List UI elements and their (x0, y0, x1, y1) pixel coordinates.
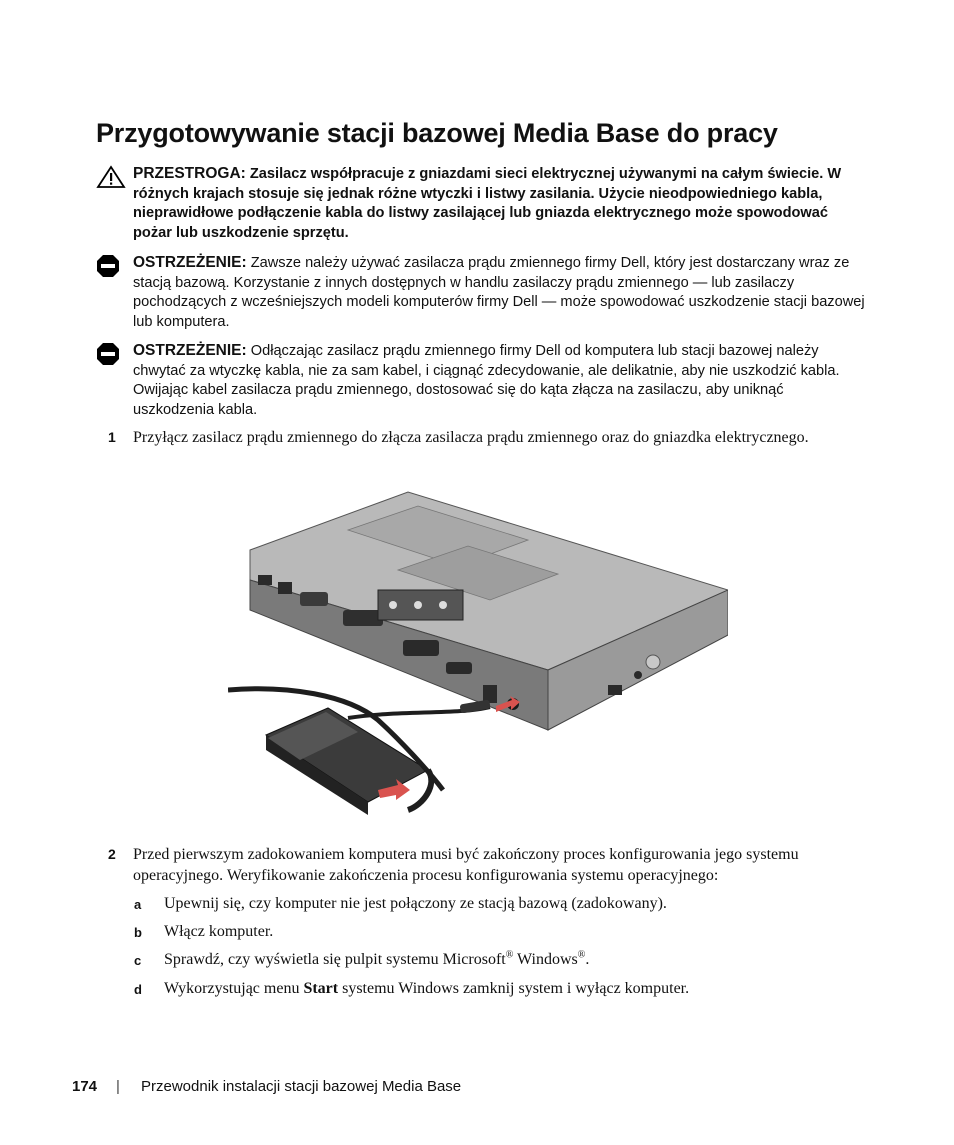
notice-stop-icon (96, 342, 120, 371)
substep-d (134, 978, 864, 999)
registered-mark: ® (505, 949, 514, 961)
substep-letter: c (134, 953, 142, 968)
substep-text-part: Wykorzystując menu (164, 980, 304, 997)
substep-letter: a (134, 897, 142, 912)
caution-notice (96, 164, 866, 243)
substep-text (164, 949, 864, 970)
substep-letter: b (134, 925, 142, 940)
page-number: 174 (72, 1078, 98, 1095)
step-number: 1 (108, 429, 116, 445)
substep-text-part: . (585, 951, 590, 968)
warning-triangle-icon (96, 165, 126, 194)
substep-text: Włącz komputer. (164, 923, 274, 940)
footer-separator: | (116, 1078, 120, 1095)
caution-label: PRZESTROGA: (133, 165, 246, 182)
substep-text-part: systemu Windows zamknij system i wyłącz komputer. (338, 980, 690, 997)
step-number: 2 (108, 846, 116, 862)
page-footer (72, 1078, 462, 1095)
notice-1-text: Zawsze należy używać zasilacza prądu zmiennego firmy Dell, który jest dostarczany wraz ze stacją bazową. Korzystanie z innych dostępnych w handlu zasilaczy prądu zmiennego — lub zasilaczy pochodzących z wcześniejszych modeli komputerów firmy Dell — może spowodować uszkodzenie stacji bazowej lub komputera. (133, 255, 865, 330)
substep-a (134, 893, 864, 914)
substep-text: Upewnij się, czy komputer nie jest połączony ze stacją bazową (zadokowany). (164, 895, 667, 912)
page-title: Przygotowywanie stacji bazowej Media Base do pracy (96, 118, 778, 148)
footer-title: Przewodnik instalacji stacji bazowej Media Base (141, 1078, 462, 1095)
step-text: Przyłącz zasilacz prądu zmiennego do złącza zasilacza prądu zmiennego oraz do gniazdka elektrycznego. (133, 429, 809, 446)
notice-1-label: OSTRZEŻENIE: (133, 254, 247, 271)
substep-text-part: Sprawdź, czy wyświetla się pulpit systemu Microsoft (164, 951, 506, 968)
caution-text: Zasilacz współpracuje z gniazdami sieci elektrycznej używanymi na całym świecie. W różnych krajach stosuje się jednak różne wtyczki i listwy zasilania. Użycie nieodpowiedniego kabla, nieprawidłowe podłączenie kabla do listwy zasilającej lub gniazda elektrycznego może spowodować pożar lub uszkodzenie sprzętu. (133, 166, 842, 241)
notice-2-label: OSTRZEŻENIE: (133, 342, 247, 359)
notice-2-text: Odłączając zasilacz prądu zmiennego firmy Dell od komputera lub stacji bazowej należy chwytać za wtyczkę kabla, nie za sam kabel, i ciągnąć zdecydowanie, ale delikatnie, aby nie uszkodzić kabla. Owijając kabel zasilacza prądu zmiennego, dostosować się do kąta złącza na zasilaczu, aby uniknąć uszkodzenia kabla. (133, 343, 840, 418)
substep-b (134, 921, 864, 942)
notice-2 (96, 341, 866, 420)
substep-text (164, 978, 864, 999)
start-menu-term: Start (303, 980, 339, 997)
media-base-illustration (228, 470, 728, 830)
substep-c (134, 949, 864, 970)
substep-text-part: Windows (513, 951, 578, 968)
step-1 (108, 427, 868, 448)
registered-mark: ® (577, 949, 586, 961)
step-2 (108, 844, 868, 886)
substep-letter: d (134, 982, 142, 997)
notice-stop-icon (96, 254, 120, 283)
step-text: Przed pierwszym zadokowaniem komputera musi być zakończony proces konfigurowania jego systemu operacyjnego. Weryfikowanie zakończenia procesu konfigurowania systemu operacyjnego: (133, 846, 799, 884)
notice-1 (96, 253, 866, 332)
